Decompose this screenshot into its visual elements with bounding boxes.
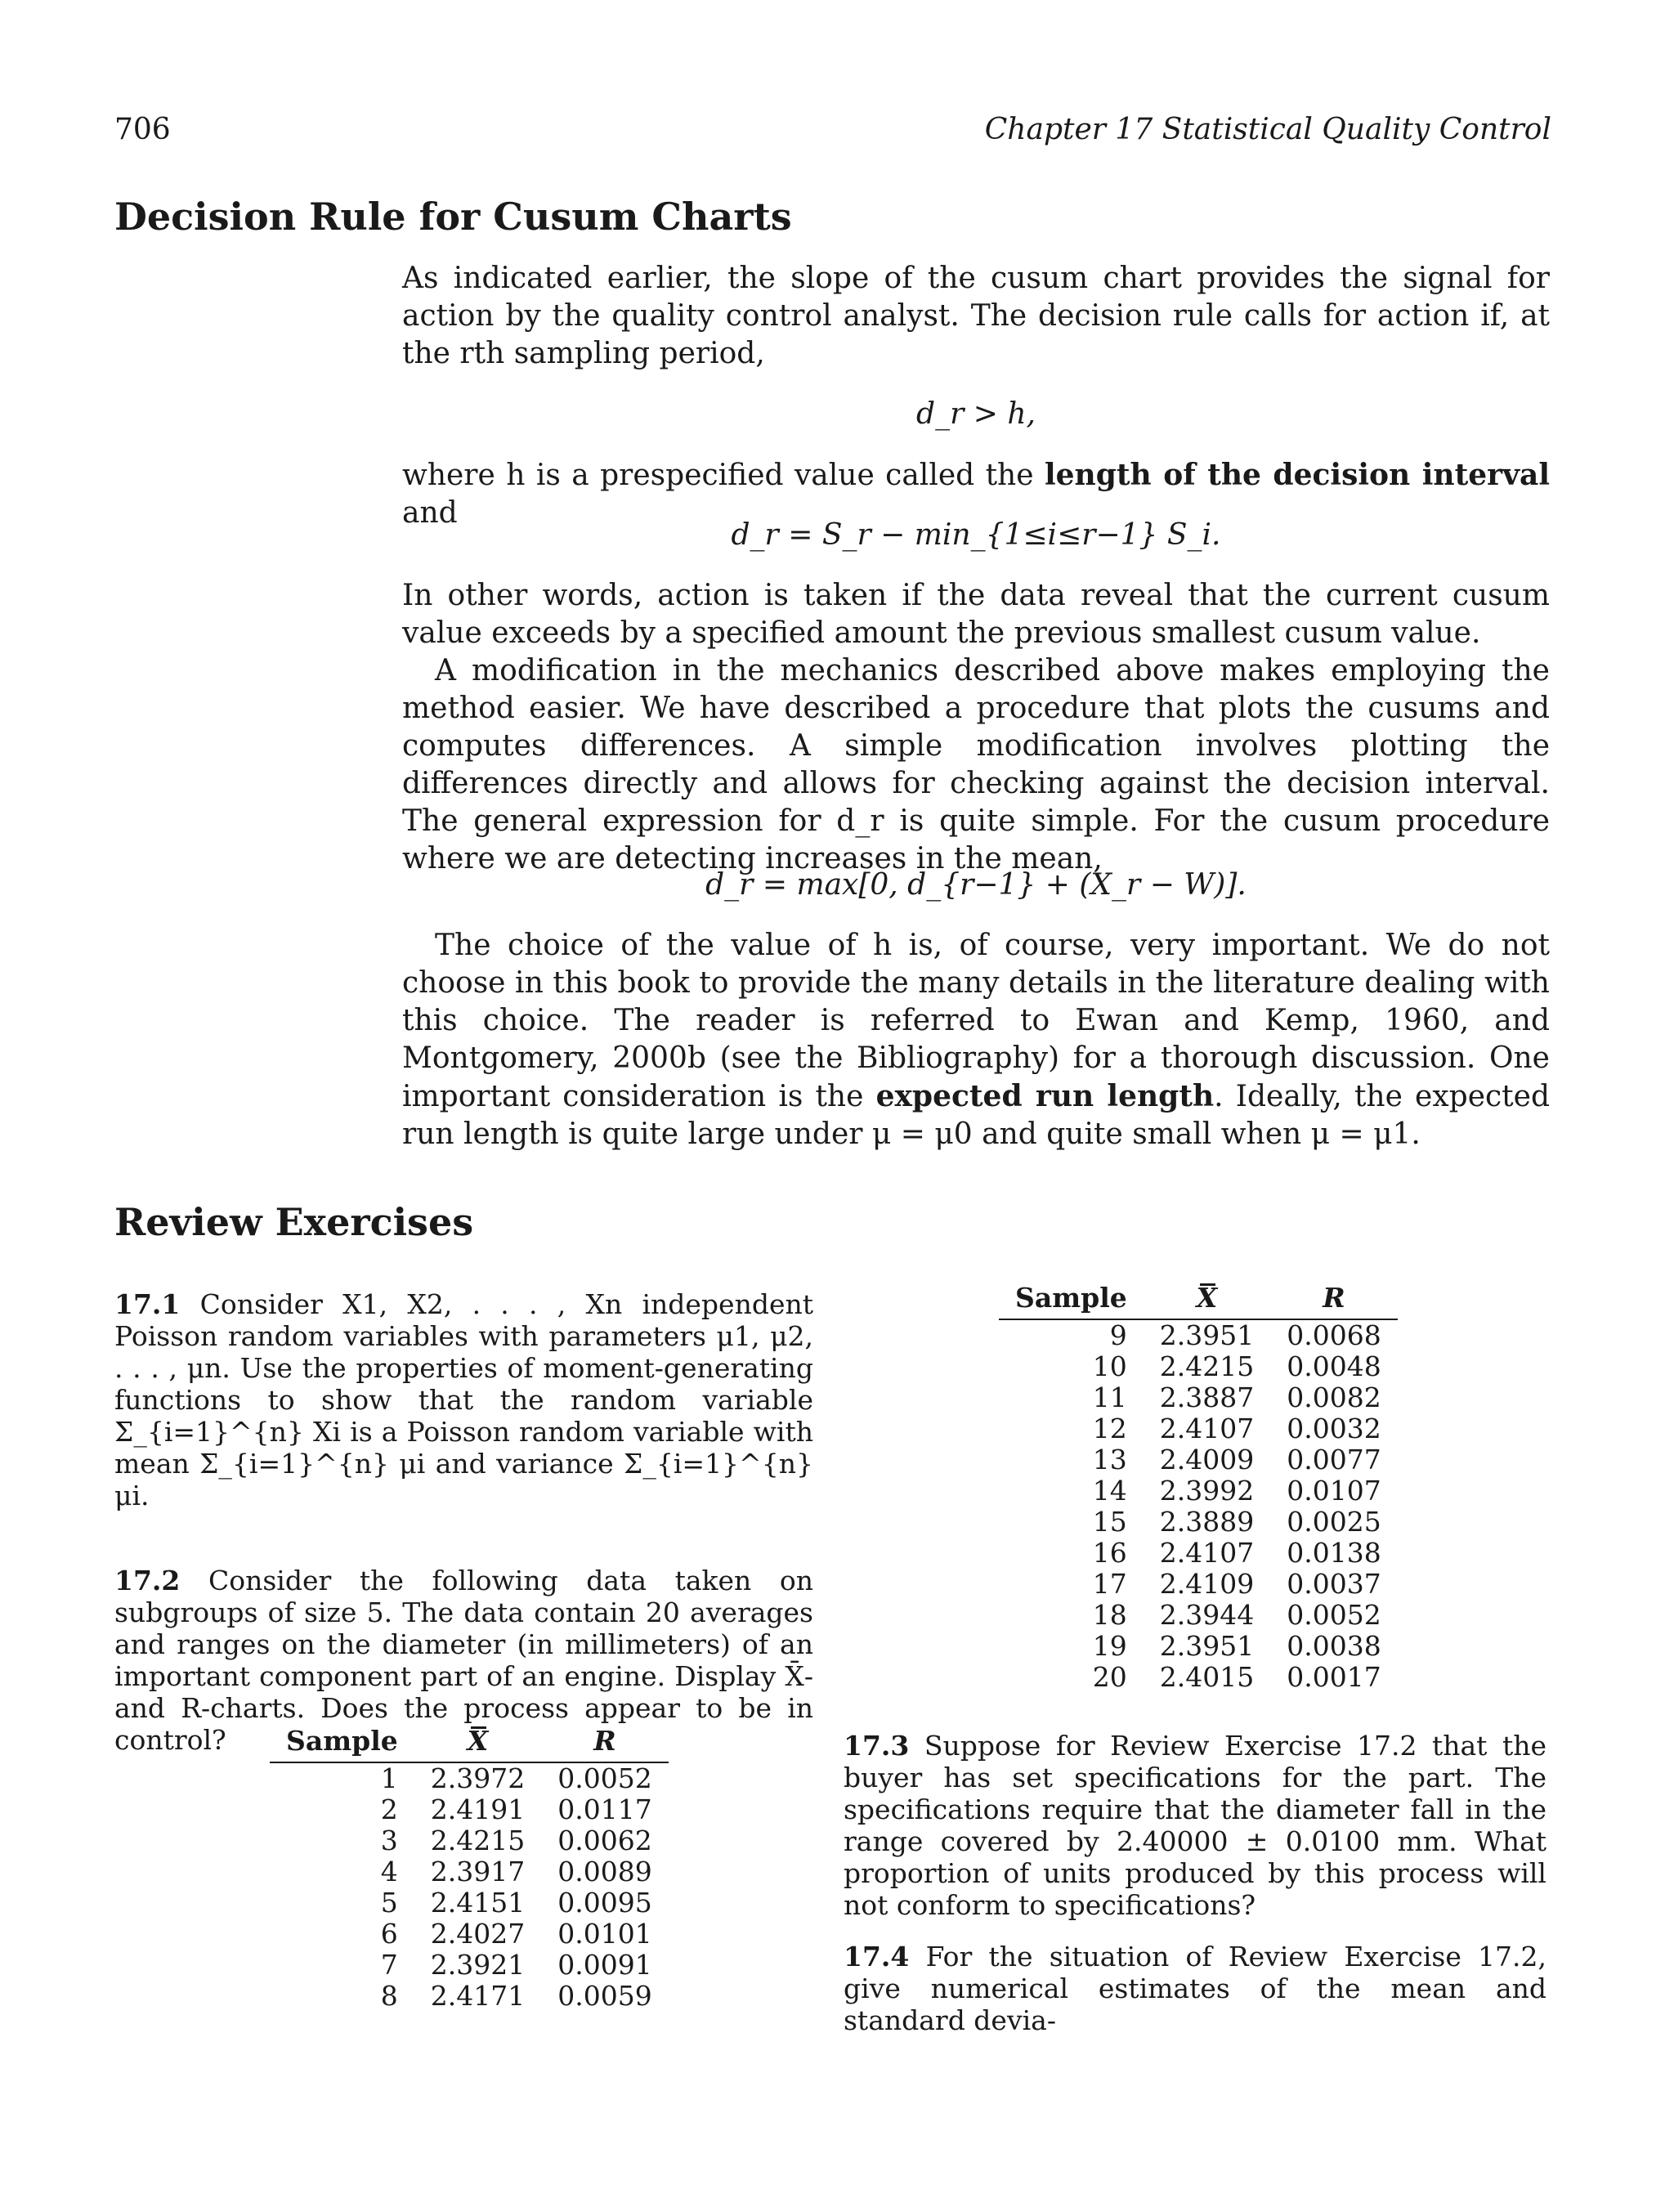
cell-sample: 3 xyxy=(380,1825,398,1856)
cell-xbar: 2.4015 xyxy=(1159,1661,1255,1693)
table-row xyxy=(999,1569,1398,1600)
table-row xyxy=(999,1507,1398,1538)
cell-xbar: 2.4107 xyxy=(1159,1537,1255,1569)
exercise-number: 17.3 xyxy=(844,1730,910,1762)
table-row xyxy=(999,1662,1398,1693)
cell-xbar: 2.4215 xyxy=(1159,1350,1255,1382)
cell-r: 0.0089 xyxy=(557,1856,652,1887)
cell-r: 0.0059 xyxy=(557,1980,652,2012)
cell-xbar: 2.3951 xyxy=(1159,1630,1255,1662)
exercise-17-4 xyxy=(844,1941,1546,2036)
sum-expression: Σ_{i=1}^{n} μi. xyxy=(114,1448,813,1511)
table-row xyxy=(999,1319,1398,1351)
running-head: Chapter 17 Statistical Quality Control xyxy=(984,113,1551,146)
equation-decision-threshold: d_r > h, xyxy=(916,397,1036,431)
exercise-text: and variance xyxy=(435,1448,614,1480)
cell-xbar: 2.4009 xyxy=(1159,1444,1255,1475)
exercise-text: For the situation of Review Exercise 17.2, give numerical estimates of the mean and standard devia- xyxy=(844,1941,1547,2036)
cell-sample: 18 xyxy=(1092,1599,1127,1631)
cell-sample: 6 xyxy=(380,1918,398,1950)
table-row xyxy=(270,1762,669,1794)
column-header-r: R xyxy=(1270,1282,1397,1319)
column-header-sample: Sample xyxy=(999,1282,1144,1319)
table-row xyxy=(999,1475,1398,1507)
table-row xyxy=(999,1538,1398,1569)
cell-r: 0.0048 xyxy=(1287,1350,1381,1382)
cell-sample: 13 xyxy=(1092,1444,1127,1475)
column-header-xbar xyxy=(1144,1282,1270,1319)
sum-expression: Σ_{i=1}^{n} μi xyxy=(199,1448,426,1480)
exercise-number: 17.4 xyxy=(844,1941,910,1972)
cell-r: 0.0082 xyxy=(1287,1381,1381,1413)
table-header-row xyxy=(999,1282,1398,1319)
table-row xyxy=(270,1950,669,1981)
table-row xyxy=(270,1919,669,1950)
data-table-samples-9-20 xyxy=(999,1282,1398,1693)
exercise-text: Consider X1, X2, . . . , Xn independent Poisson random variables with parameters μ1, μ2, . . . , μn. Use the properties of moment-generating functions to show that the random variable xyxy=(114,1288,814,1416)
table-row xyxy=(999,1382,1398,1413)
cell-r: 0.0107 xyxy=(1287,1475,1381,1507)
cell-xbar: 2.3887 xyxy=(1159,1381,1255,1413)
cell-xbar: 2.4191 xyxy=(430,1793,526,1825)
paragraph-decision-rule-4: A modification in the mechanics described above makes employing the method easier. We have described a procedure that plots the cusums and computes differences. A simple modification involves plotting the differences directly and allows for checking against the decision interval. The general expression for d_r is quite simple. For the cusum procedure where we are detecting increases in the mean, xyxy=(402,654,1550,875)
cell-sample: 20 xyxy=(1092,1661,1127,1693)
cell-r: 0.0017 xyxy=(1287,1661,1381,1693)
cell-xbar: 2.4171 xyxy=(430,1980,526,2012)
paragraph-text: and xyxy=(402,496,458,530)
cell-r: 0.0037 xyxy=(1287,1568,1381,1600)
paragraph-decision-rule-3: In other words, action is taken if the data reveal that the current cusum value exceeds by a specified amount the previous smallest cusum value. xyxy=(402,579,1550,650)
cell-sample: 19 xyxy=(1092,1630,1127,1662)
bold-term-decision-interval: length of the decision interval xyxy=(1044,458,1550,492)
cell-sample: 2 xyxy=(380,1793,398,1825)
exercise-number: 17.2 xyxy=(114,1565,181,1596)
cell-sample: 5 xyxy=(380,1887,398,1919)
xbar-symbol: X xyxy=(467,1725,489,1757)
paragraph-text: . Ideally, the expected run length is quite large under μ = μ0 and quite small when μ = μ1. xyxy=(402,1080,1550,1151)
cell-sample: 16 xyxy=(1092,1537,1127,1569)
cell-r: 0.0068 xyxy=(1287,1319,1381,1351)
paragraph-decision-rule-1: As indicated earlier, the slope of the cusum chart provides the signal for action by the quality control analyst. The decision rule calls for action if, at the rth sampling period, xyxy=(402,262,1550,370)
cell-sample: 7 xyxy=(380,1949,398,1981)
cell-r: 0.0117 xyxy=(557,1793,652,1825)
cell-xbar: 2.4027 xyxy=(430,1918,526,1950)
cell-xbar: 2.4151 xyxy=(430,1887,526,1919)
bold-term-expected-run-length: expected run length xyxy=(875,1079,1215,1113)
cell-r: 0.0038 xyxy=(1287,1630,1381,1662)
table-row xyxy=(999,1600,1398,1631)
cell-xbar: 2.3972 xyxy=(430,1762,526,1794)
section-heading-review-exercises: Review Exercises xyxy=(114,1200,474,1244)
cell-sample: 14 xyxy=(1092,1475,1127,1507)
cell-r: 0.0032 xyxy=(1287,1413,1381,1444)
exercise-text: Suppose for Review Exercise 17.2 that the buyer has set specifications for the part. The specifications require that the diameter fall in the range covered by 2.40000 ± 0.0100 mm. What proportion of units produced by this process will not conform to specifications? xyxy=(844,1730,1546,1921)
cell-sample: 1 xyxy=(380,1762,398,1794)
section-heading-decision-rule: Decision Rule for Cusum Charts xyxy=(114,195,792,239)
table-row xyxy=(999,1351,1398,1382)
cell-sample: 10 xyxy=(1092,1350,1127,1382)
cell-r: 0.0138 xyxy=(1287,1537,1381,1569)
exercise-number: 17.1 xyxy=(114,1288,181,1320)
table-row xyxy=(270,1825,669,1856)
exercise-text: Consider the following data taken on subgroups of size 5. The data contain 20 averages and ranges on the diameter (in millimeters) of an important component part of an engine. Display X̄- and R-charts. Does the process appear to be in control? xyxy=(114,1565,813,1756)
table-row xyxy=(270,1794,669,1825)
exercise-17-3 xyxy=(844,1730,1546,1921)
cell-xbar: 2.3921 xyxy=(430,1949,526,1981)
table-row xyxy=(270,1981,669,2012)
cell-xbar: 2.4107 xyxy=(1159,1413,1255,1444)
cell-xbar: 2.4109 xyxy=(1159,1568,1255,1600)
table-row xyxy=(999,1413,1398,1444)
sum-expression: Σ_{i=1}^{n} Xi xyxy=(114,1416,342,1448)
table-row xyxy=(270,1856,669,1887)
cell-sample: 9 xyxy=(1109,1319,1127,1351)
cell-sample: 17 xyxy=(1092,1568,1127,1600)
cell-xbar: 2.3917 xyxy=(430,1856,526,1887)
cell-r: 0.0062 xyxy=(557,1825,652,1856)
paragraph-text: The choice of the value of h is, of course, very important. We do not choose in this book to provide the many details in the literature dealing with this choice. The reader is referred to Ewan and Kemp, 1960, and Montgomery, 2000b (see the Bibliography) for a thorough discussion. One important consideration is the xyxy=(402,929,1550,1113)
cell-sample: 15 xyxy=(1092,1506,1127,1538)
table-row xyxy=(999,1631,1398,1662)
cell-sample: 12 xyxy=(1092,1413,1127,1444)
column-header-sample: Sample xyxy=(270,1725,414,1762)
exercise-17-1 xyxy=(114,1288,813,1511)
paragraph-text: where h is a prespecified value called the xyxy=(402,459,1045,492)
cell-r: 0.0101 xyxy=(557,1918,652,1950)
table-row xyxy=(270,1887,669,1919)
cell-xbar: 2.3944 xyxy=(1159,1599,1255,1631)
cell-sample: 11 xyxy=(1092,1381,1127,1413)
paragraph-decision-rule-5 xyxy=(402,927,1550,1153)
cell-r: 0.0052 xyxy=(1287,1599,1381,1631)
exercise-text: is a Poisson random variable with mean xyxy=(114,1416,813,1480)
table-row xyxy=(999,1444,1398,1475)
xbar-symbol: X xyxy=(1196,1282,1218,1314)
table-header-row xyxy=(270,1725,669,1762)
page-number: 706 xyxy=(114,113,171,146)
cell-r: 0.0025 xyxy=(1287,1506,1381,1538)
equation-cusum-difference: d_r = S_r − min_{1≤i≤r−1} S_i. xyxy=(731,518,1221,552)
column-header-xbar xyxy=(414,1725,541,1762)
cell-sample: 4 xyxy=(380,1856,398,1887)
cell-xbar: 2.3951 xyxy=(1159,1319,1255,1351)
cell-xbar: 2.4215 xyxy=(430,1825,526,1856)
cell-r: 0.0095 xyxy=(557,1887,652,1919)
cell-r: 0.0091 xyxy=(557,1949,652,1981)
equation-cusum-recursion: d_r = max[0, d_{r−1} + (X_r − W)]. xyxy=(705,868,1247,902)
cell-xbar: 2.3992 xyxy=(1159,1475,1255,1507)
cell-xbar: 2.3889 xyxy=(1159,1506,1255,1538)
cell-r: 0.0052 xyxy=(557,1762,652,1794)
cell-sample: 8 xyxy=(380,1980,398,2012)
cell-r: 0.0077 xyxy=(1287,1444,1381,1475)
column-header-r: R xyxy=(541,1725,668,1762)
data-table-samples-1-8 xyxy=(270,1725,669,2012)
